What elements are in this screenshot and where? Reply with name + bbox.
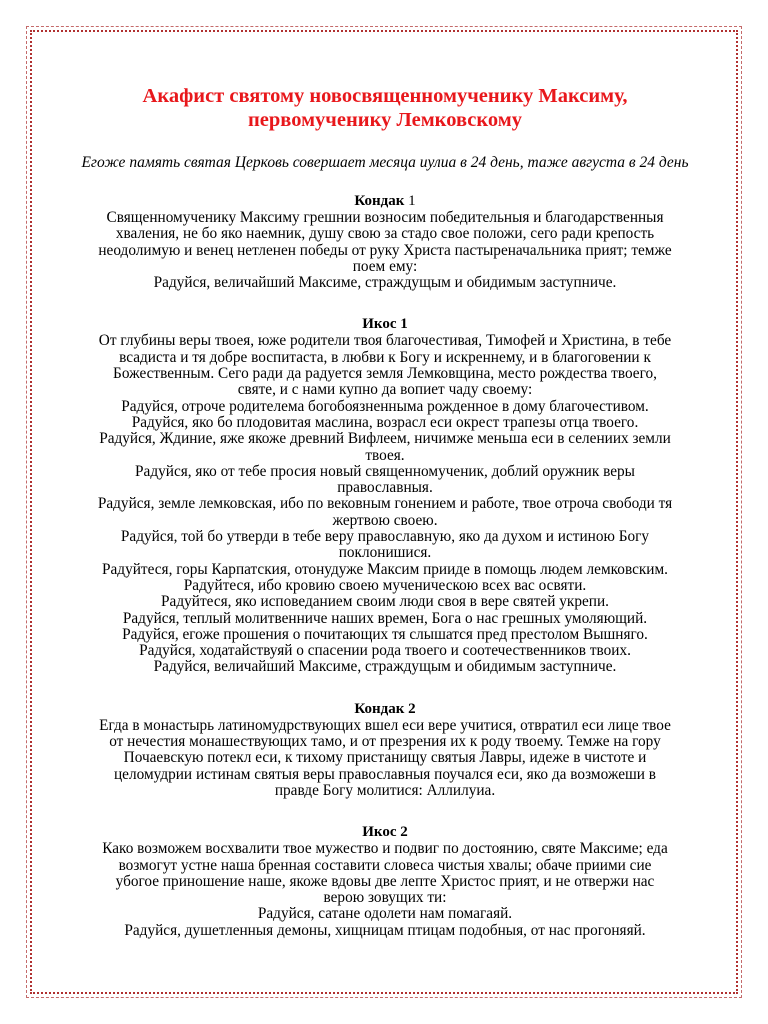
text-line: Радуйся, душетленныя демоны, хищницам птицам подобныя, от нас прогоняяй. xyxy=(124,921,646,939)
text-line: Радуйся, ходатайствуяй о спасении рода твоего и соотечественников твоих. xyxy=(139,642,631,660)
text-line: верою зовущих ти: xyxy=(323,889,447,907)
text-line: неодолимую и венец нетленен победы от руку Христа пастыреначальника прият; темже xyxy=(98,241,672,259)
text-line: поклонишися. xyxy=(338,544,432,562)
section-heading xyxy=(80,192,690,210)
text-line: поем ему: xyxy=(352,257,418,275)
section-kondak-2 xyxy=(80,700,690,799)
text-line: Радуйся, сатане одолети нам помагаяй. xyxy=(257,905,513,923)
title-line-2: первомученику Лемковскому xyxy=(247,109,522,131)
section-heading-word: Кондак xyxy=(354,700,405,717)
text-line: от нечестия монашествующих тамо, и от презрения их к роду твоему. Темже на гору xyxy=(109,733,661,751)
text-line: Радуйся, отроче родителема богобоязненныма рожденное в дому благочестивом. xyxy=(121,397,649,415)
section-heading xyxy=(80,823,690,841)
text-line: Радуйся, Ждиние, яже якоже древний Вифлеем, ничимже меньша еси в селениих земли xyxy=(99,430,671,448)
text-line: Како возможем восхвалити твое мужество и подвиг по достоянию, святе Максиме; еда xyxy=(102,840,668,858)
text-line: всадиста и тя добре воспитаста, в любви к Богу и искреннему, и в благоговении к xyxy=(119,348,651,366)
text-line: Почаевскую потекл еси, к тихому пристанищу святыя Лавры, идеже в чистоте и xyxy=(123,749,647,767)
text-line: Радуйтеся, яко исповеданием своим люди своя в вере святей укрепи. xyxy=(161,593,609,611)
section-heading xyxy=(80,700,690,718)
text-line: Радуйся, величайший Максиме, страждущым и обидимым заступниче. xyxy=(153,658,617,676)
text-line: твоея. xyxy=(365,446,405,464)
text-line: Радуйся, величайший Максиме, страждущым и обидимым заступниче. xyxy=(153,274,617,292)
text-line: Священномученику Максиму грешнии возносим победительныя и благодарственныя xyxy=(106,209,664,226)
document-title xyxy=(80,84,690,132)
text-line: Радуйся, теплый молитвенниче наших времен, Бога о нас грешных умоляющий. xyxy=(122,609,648,627)
document-subtitle: Егоже память святая Церковь совершает месяца иулиа в 24 день, таже августа в 24 день xyxy=(81,154,689,171)
text-line: правде Богу молитися: Аллилуиа. xyxy=(274,781,496,799)
section-heading-number: 1 xyxy=(400,316,408,333)
section-heading-word: Кондак xyxy=(354,193,405,209)
text-line: Радуйся, той бо утверди в тебе веру православную, яко да духом и истиною Богу xyxy=(120,528,650,546)
text-line: Егда в монастырь латиномудрствующих вшел еси вере учитися, отвратил еси лице твое xyxy=(99,716,671,734)
title-line-1: Акафист святому новосвященномученику Максиму, xyxy=(142,85,628,107)
section-heading-word: Икос xyxy=(362,824,397,841)
section-ikos-2 xyxy=(80,823,690,939)
text-line: хваления, не бо яко наемник, душу свою за стадо свое положи, сего ради крепость xyxy=(115,225,655,243)
text-line: жертвою своею. xyxy=(332,511,438,529)
section-ikos-1 xyxy=(80,315,690,675)
section-heading-number: 2 xyxy=(400,824,408,841)
text-line: православныя. xyxy=(337,479,433,497)
text-line: Радуйся, яко от тебе просия новый священномученик, доблий оружник веры xyxy=(135,462,635,480)
text-line: целомудрии истинам святыя веры православныя поучался еси, яко да возможеши в xyxy=(113,765,657,783)
document-body xyxy=(80,84,690,939)
text-line: Радуйся, земле лемковская, ибо по вековным гонением и работе, твое отроча свободи тя xyxy=(97,495,673,513)
section-heading-number: 1 xyxy=(408,193,416,209)
text-line: Радуйся, егоже прошения о почитающих тя слышатся пред престолом Вышняго. xyxy=(122,625,648,643)
text-line: убогое приношение наше, якоже вдовы две лепте Христос прият, и не отвержи нас xyxy=(115,872,655,890)
section-heading xyxy=(80,315,690,333)
text-line: святе, и с нами купно да вопиет чаду своему: xyxy=(237,381,533,399)
section-heading-word: Икос xyxy=(362,316,397,333)
text-line: Радуйтеся, ибо кровию своею мученическою всех вас освяти. xyxy=(183,576,587,594)
section-kondak-1 xyxy=(80,192,690,291)
sections-container xyxy=(80,192,690,939)
text-line: Радуйся, яко бо плодовитая маслина, возрасл еси окрест трапезы отца твоего. xyxy=(131,413,639,431)
text-line: От глубины веры твоея, юже родители твоя благочестивая, Тимофей и Христина, в тебе xyxy=(98,332,672,350)
text-line: возмогут устне наша бренная составити словеса чистыя хвалы; обаче приими сие xyxy=(118,856,652,874)
text-line: Божественным. Сего ради да радуется земля Лемковщина, место рождества твоего, xyxy=(113,365,657,383)
section-heading-number: 2 xyxy=(408,700,416,717)
text-line: Радуйтеся, горы Карпатския, отонудуже Максим прииде в помощь людем лемковским. xyxy=(101,560,668,578)
